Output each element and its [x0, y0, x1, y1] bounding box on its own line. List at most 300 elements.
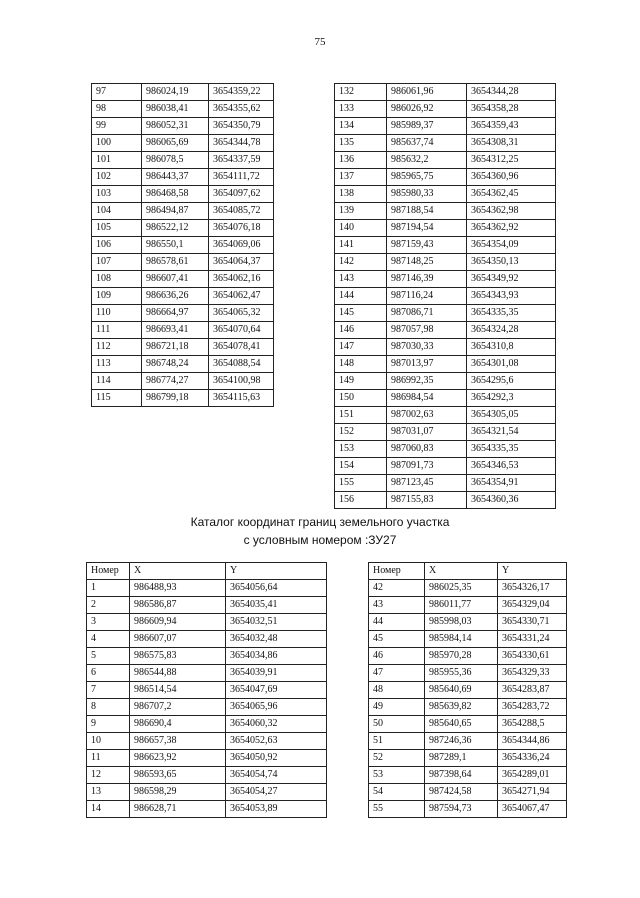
y-coordinate-cell: 3654076,18	[209, 220, 274, 237]
x-coordinate-cell: 986593,65	[130, 767, 226, 784]
point-number-cell: 55	[369, 801, 425, 818]
table-body	[87, 580, 327, 818]
point-number-cell: 147	[335, 339, 387, 356]
table-row	[335, 390, 556, 407]
coordinates-table-upper-right	[334, 83, 556, 509]
y-coordinate-cell: 3654053,89	[226, 801, 327, 818]
table-row	[335, 322, 556, 339]
x-coordinate-cell: 986623,92	[130, 750, 226, 767]
table-row	[87, 784, 327, 801]
y-coordinate-cell: 3654301,08	[467, 356, 556, 373]
y-coordinate-cell: 3654344,28	[467, 84, 556, 101]
y-coordinate-cell: 3654358,28	[467, 101, 556, 118]
coordinates-table-upper-left	[91, 83, 274, 407]
point-number-cell: 149	[335, 373, 387, 390]
column-header-x: X	[130, 563, 226, 580]
y-coordinate-cell: 3654308,31	[467, 135, 556, 152]
catalog-title	[0, 513, 640, 549]
point-number-cell: 108	[92, 271, 142, 288]
y-coordinate-cell: 3654360,96	[467, 169, 556, 186]
y-coordinate-cell: 3654305,05	[467, 407, 556, 424]
point-number-cell: 52	[369, 750, 425, 767]
table-row	[335, 271, 556, 288]
point-number-cell: 141	[335, 237, 387, 254]
y-coordinate-cell: 3654097,62	[209, 186, 274, 203]
x-coordinate-cell: 985984,14	[425, 631, 498, 648]
point-number-cell: 105	[92, 220, 142, 237]
y-coordinate-cell: 3654359,22	[209, 84, 274, 101]
table-row	[369, 716, 567, 733]
point-number-cell: 51	[369, 733, 425, 750]
table-row	[87, 716, 327, 733]
x-coordinate-cell: 986025,35	[425, 580, 498, 597]
table-row	[335, 356, 556, 373]
table-row	[335, 407, 556, 424]
y-coordinate-cell: 3654335,35	[467, 305, 556, 322]
point-number-cell: 150	[335, 390, 387, 407]
table-row	[369, 682, 567, 699]
point-number-cell: 154	[335, 458, 387, 475]
x-coordinate-cell: 987002,63	[387, 407, 467, 424]
table-row	[335, 475, 556, 492]
point-number-cell: 100	[92, 135, 142, 152]
x-coordinate-cell: 986721,18	[142, 339, 209, 356]
table-row	[87, 665, 327, 682]
x-coordinate-cell: 986443,37	[142, 169, 209, 186]
y-coordinate-cell: 3654295,6	[467, 373, 556, 390]
x-coordinate-cell: 986799,18	[142, 390, 209, 407]
table-row	[369, 733, 567, 750]
point-number-cell: 2	[87, 597, 130, 614]
y-coordinate-cell: 3654344,86	[498, 733, 567, 750]
table-row	[87, 597, 327, 614]
y-coordinate-cell: 3654329,04	[498, 597, 567, 614]
point-number-cell: 97	[92, 84, 142, 101]
table-row	[335, 186, 556, 203]
y-coordinate-cell: 3654326,17	[498, 580, 567, 597]
table-row	[369, 665, 567, 682]
x-coordinate-cell: 986078,5	[142, 152, 209, 169]
y-coordinate-cell: 3654032,51	[226, 614, 327, 631]
x-coordinate-cell: 985640,65	[425, 716, 498, 733]
x-coordinate-cell: 986586,87	[130, 597, 226, 614]
table-row	[369, 597, 567, 614]
point-number-cell: 46	[369, 648, 425, 665]
x-coordinate-cell: 987013,97	[387, 356, 467, 373]
x-coordinate-cell: 987155,83	[387, 492, 467, 509]
y-coordinate-cell: 3654085,72	[209, 203, 274, 220]
x-coordinate-cell: 986664,97	[142, 305, 209, 322]
table-row	[335, 492, 556, 509]
table-row	[92, 322, 274, 339]
header-row	[87, 563, 327, 580]
point-number-cell: 99	[92, 118, 142, 135]
y-coordinate-cell: 3654062,16	[209, 271, 274, 288]
x-coordinate-cell: 986038,41	[142, 101, 209, 118]
point-number-cell: 133	[335, 101, 387, 118]
point-number-cell: 138	[335, 186, 387, 203]
table-row	[335, 254, 556, 271]
x-coordinate-cell: 985640,69	[425, 682, 498, 699]
y-coordinate-cell: 3654056,64	[226, 580, 327, 597]
y-coordinate-cell: 3654050,92	[226, 750, 327, 767]
table-row	[92, 118, 274, 135]
x-coordinate-cell: 986494,87	[142, 203, 209, 220]
point-number-cell: 7	[87, 682, 130, 699]
x-coordinate-cell: 986984,54	[387, 390, 467, 407]
table-body	[92, 84, 274, 407]
point-number-cell: 5	[87, 648, 130, 665]
point-number-cell: 114	[92, 373, 142, 390]
y-coordinate-cell: 3654354,09	[467, 237, 556, 254]
y-coordinate-cell: 3654283,87	[498, 682, 567, 699]
x-coordinate-cell: 985632,2	[387, 152, 467, 169]
table-row	[369, 631, 567, 648]
table-row	[369, 750, 567, 767]
point-number-cell: 47	[369, 665, 425, 682]
x-coordinate-cell: 986657,38	[130, 733, 226, 750]
y-coordinate-cell: 3654362,92	[467, 220, 556, 237]
point-number-cell: 153	[335, 441, 387, 458]
y-coordinate-cell: 3654065,96	[226, 699, 327, 716]
table-row	[87, 801, 327, 818]
column-header-number: Номер	[369, 563, 425, 580]
x-coordinate-cell: 987194,54	[387, 220, 467, 237]
x-coordinate-cell: 986578,61	[142, 254, 209, 271]
table-row	[369, 801, 567, 818]
point-number-cell: 98	[92, 101, 142, 118]
y-coordinate-cell: 3654054,27	[226, 784, 327, 801]
point-number-cell: 54	[369, 784, 425, 801]
point-number-cell: 53	[369, 767, 425, 784]
point-number-cell: 50	[369, 716, 425, 733]
x-coordinate-cell: 986575,83	[130, 648, 226, 665]
point-number-cell: 1	[87, 580, 130, 597]
x-coordinate-cell: 986026,92	[387, 101, 467, 118]
table-row	[335, 458, 556, 475]
x-coordinate-cell: 987030,33	[387, 339, 467, 356]
point-number-cell: 107	[92, 254, 142, 271]
point-number-cell: 156	[335, 492, 387, 509]
table-row	[335, 305, 556, 322]
y-coordinate-cell: 3654321,54	[467, 424, 556, 441]
table-header	[87, 563, 327, 580]
point-number-cell: 11	[87, 750, 130, 767]
y-coordinate-cell: 3654312,25	[467, 152, 556, 169]
point-number-cell: 110	[92, 305, 142, 322]
y-coordinate-cell: 3654346,53	[467, 458, 556, 475]
page-number: 75	[314, 36, 326, 48]
point-number-cell: 145	[335, 305, 387, 322]
x-coordinate-cell: 986609,94	[130, 614, 226, 631]
point-number-cell: 112	[92, 339, 142, 356]
point-number-cell: 9	[87, 716, 130, 733]
y-coordinate-cell: 3654343,93	[467, 288, 556, 305]
table-row	[335, 169, 556, 186]
catalog-title-line-2: с условным номером :ЗУ27	[243, 533, 397, 547]
table-row	[335, 339, 556, 356]
y-coordinate-cell: 3654060,32	[226, 716, 327, 733]
y-coordinate-cell: 3654292,3	[467, 390, 556, 407]
x-coordinate-cell: 986061,96	[387, 84, 467, 101]
table-row	[335, 288, 556, 305]
point-number-cell: 43	[369, 597, 425, 614]
table-row	[369, 614, 567, 631]
y-coordinate-cell: 3654271,94	[498, 784, 567, 801]
table-row	[335, 220, 556, 237]
y-coordinate-cell: 3654362,45	[467, 186, 556, 203]
y-coordinate-cell: 3654330,71	[498, 614, 567, 631]
point-number-cell: 42	[369, 580, 425, 597]
point-number-cell: 113	[92, 356, 142, 373]
table-row	[369, 648, 567, 665]
x-coordinate-cell: 986748,24	[142, 356, 209, 373]
y-coordinate-cell: 3654359,43	[467, 118, 556, 135]
x-coordinate-cell: 987031,07	[387, 424, 467, 441]
x-coordinate-cell: 987188,54	[387, 203, 467, 220]
table-row	[335, 101, 556, 118]
header-row	[369, 563, 567, 580]
table-row	[369, 767, 567, 784]
point-number-cell: 103	[92, 186, 142, 203]
x-coordinate-cell: 986550,1	[142, 237, 209, 254]
point-number-cell: 109	[92, 288, 142, 305]
y-coordinate-cell: 3654064,37	[209, 254, 274, 271]
table-body	[335, 84, 556, 509]
point-number-cell: 148	[335, 356, 387, 373]
y-coordinate-cell: 3654039,91	[226, 665, 327, 682]
x-coordinate-cell: 986607,07	[130, 631, 226, 648]
y-coordinate-cell: 3654289,01	[498, 767, 567, 784]
x-coordinate-cell: 987086,71	[387, 305, 467, 322]
x-coordinate-cell: 986690,4	[130, 716, 226, 733]
point-number-cell: 136	[335, 152, 387, 169]
point-number-cell: 6	[87, 665, 130, 682]
table-row	[335, 424, 556, 441]
table-row	[92, 271, 274, 288]
y-coordinate-cell: 3654069,06	[209, 237, 274, 254]
y-coordinate-cell: 3654344,78	[209, 135, 274, 152]
table-row	[369, 580, 567, 597]
column-header-x: X	[425, 563, 498, 580]
y-coordinate-cell: 3654324,28	[467, 322, 556, 339]
y-coordinate-cell: 3654354,91	[467, 475, 556, 492]
y-coordinate-cell: 3654288,5	[498, 716, 567, 733]
column-header-number: Номер	[87, 563, 130, 580]
table-row	[92, 169, 274, 186]
y-coordinate-cell: 3654336,24	[498, 750, 567, 767]
coordinates-table-lower-right	[368, 562, 567, 818]
point-number-cell: 115	[92, 390, 142, 407]
point-number-cell: 3	[87, 614, 130, 631]
x-coordinate-cell: 986693,41	[142, 322, 209, 339]
y-coordinate-cell: 3654331,24	[498, 631, 567, 648]
x-coordinate-cell: 986628,71	[130, 801, 226, 818]
x-coordinate-cell: 985970,28	[425, 648, 498, 665]
point-number-cell: 104	[92, 203, 142, 220]
y-coordinate-cell: 3654032,48	[226, 631, 327, 648]
x-coordinate-cell: 986774,27	[142, 373, 209, 390]
x-coordinate-cell: 987159,43	[387, 237, 467, 254]
y-coordinate-cell: 3654078,41	[209, 339, 274, 356]
point-number-cell: 140	[335, 220, 387, 237]
point-number-cell: 8	[87, 699, 130, 716]
point-number-cell: 144	[335, 288, 387, 305]
table-row	[87, 682, 327, 699]
y-coordinate-cell: 3654062,47	[209, 288, 274, 305]
x-coordinate-cell: 985639,82	[425, 699, 498, 716]
catalog-title-line-1: Каталог координат границ земельного участка	[190, 515, 450, 529]
x-coordinate-cell: 985989,37	[387, 118, 467, 135]
table-row	[92, 101, 274, 118]
point-number-cell: 45	[369, 631, 425, 648]
y-coordinate-cell: 3654330,61	[498, 648, 567, 665]
y-coordinate-cell: 3654335,35	[467, 441, 556, 458]
x-coordinate-cell: 986598,29	[130, 784, 226, 801]
table-row	[92, 288, 274, 305]
x-coordinate-cell: 987424,58	[425, 784, 498, 801]
x-coordinate-cell: 986011,77	[425, 597, 498, 614]
point-number-cell: 142	[335, 254, 387, 271]
table-row	[92, 373, 274, 390]
y-coordinate-cell: 3654035,41	[226, 597, 327, 614]
x-coordinate-cell: 985955,36	[425, 665, 498, 682]
table-row	[92, 254, 274, 271]
table-row	[335, 135, 556, 152]
table-row	[92, 186, 274, 203]
point-number-cell: 12	[87, 767, 130, 784]
x-coordinate-cell: 987091,73	[387, 458, 467, 475]
point-number-cell: 132	[335, 84, 387, 101]
x-coordinate-cell: 986544,88	[130, 665, 226, 682]
y-coordinate-cell: 3654067,47	[498, 801, 567, 818]
x-coordinate-cell: 986024,19	[142, 84, 209, 101]
y-coordinate-cell: 3654070,64	[209, 322, 274, 339]
y-coordinate-cell: 3654362,98	[467, 203, 556, 220]
x-coordinate-cell: 985637,74	[387, 135, 467, 152]
y-coordinate-cell: 3654052,63	[226, 733, 327, 750]
point-number-cell: 44	[369, 614, 425, 631]
y-coordinate-cell: 3654350,13	[467, 254, 556, 271]
point-number-cell: 4	[87, 631, 130, 648]
y-coordinate-cell: 3654034,86	[226, 648, 327, 665]
x-coordinate-cell: 986707,2	[130, 699, 226, 716]
point-number-cell: 102	[92, 169, 142, 186]
point-number-cell: 151	[335, 407, 387, 424]
table-row	[92, 339, 274, 356]
x-coordinate-cell: 987148,25	[387, 254, 467, 271]
table-row	[335, 373, 556, 390]
x-coordinate-cell: 986052,31	[142, 118, 209, 135]
point-number-cell: 13	[87, 784, 130, 801]
coordinates-table-lower-left	[86, 562, 327, 818]
column-header-y: Y	[226, 563, 327, 580]
x-coordinate-cell: 987123,45	[387, 475, 467, 492]
point-number-cell: 135	[335, 135, 387, 152]
table-row	[335, 118, 556, 135]
x-coordinate-cell: 985980,33	[387, 186, 467, 203]
table-row	[87, 699, 327, 716]
table-header	[369, 563, 567, 580]
x-coordinate-cell: 986468,58	[142, 186, 209, 203]
point-number-cell: 134	[335, 118, 387, 135]
table-row	[87, 733, 327, 750]
point-number-cell: 155	[335, 475, 387, 492]
point-number-cell: 137	[335, 169, 387, 186]
y-coordinate-cell: 3654360,36	[467, 492, 556, 509]
point-number-cell: 14	[87, 801, 130, 818]
table-row	[87, 631, 327, 648]
x-coordinate-cell: 986514,54	[130, 682, 226, 699]
table-row	[369, 784, 567, 801]
table-row	[335, 441, 556, 458]
table-row	[92, 84, 274, 101]
y-coordinate-cell: 3654047,69	[226, 682, 327, 699]
table-row	[92, 203, 274, 220]
table-row	[92, 390, 274, 407]
y-coordinate-cell: 3654065,32	[209, 305, 274, 322]
table-row	[92, 305, 274, 322]
y-coordinate-cell: 3654310,8	[467, 339, 556, 356]
y-coordinate-cell: 3654337,59	[209, 152, 274, 169]
table-row	[92, 152, 274, 169]
y-coordinate-cell: 3654115,63	[209, 390, 274, 407]
table-row	[335, 237, 556, 254]
point-number-cell: 48	[369, 682, 425, 699]
table-row	[87, 614, 327, 631]
point-number-cell: 49	[369, 699, 425, 716]
y-coordinate-cell: 3654350,79	[209, 118, 274, 135]
table-row	[92, 220, 274, 237]
x-coordinate-cell: 986522,12	[142, 220, 209, 237]
point-number-cell: 10	[87, 733, 130, 750]
table-row	[335, 203, 556, 220]
point-number-cell: 101	[92, 152, 142, 169]
x-coordinate-cell: 987398,64	[425, 767, 498, 784]
x-coordinate-cell: 987116,24	[387, 288, 467, 305]
x-coordinate-cell: 986065,69	[142, 135, 209, 152]
table-body	[369, 580, 567, 818]
x-coordinate-cell: 987289,1	[425, 750, 498, 767]
x-coordinate-cell: 987594,73	[425, 801, 498, 818]
y-coordinate-cell: 3654054,74	[226, 767, 327, 784]
y-coordinate-cell: 3654100,98	[209, 373, 274, 390]
point-number-cell: 111	[92, 322, 142, 339]
y-coordinate-cell: 3654088,54	[209, 356, 274, 373]
table-row	[87, 580, 327, 597]
table-row	[87, 750, 327, 767]
x-coordinate-cell: 987146,39	[387, 271, 467, 288]
x-coordinate-cell: 987060,83	[387, 441, 467, 458]
y-coordinate-cell: 3654355,62	[209, 101, 274, 118]
point-number-cell: 146	[335, 322, 387, 339]
x-coordinate-cell: 987057,98	[387, 322, 467, 339]
table-row	[92, 237, 274, 254]
point-number-cell: 139	[335, 203, 387, 220]
point-number-cell: 152	[335, 424, 387, 441]
x-coordinate-cell: 985965,75	[387, 169, 467, 186]
y-coordinate-cell: 3654111,72	[209, 169, 274, 186]
y-coordinate-cell: 3654283,72	[498, 699, 567, 716]
y-coordinate-cell: 3654349,92	[467, 271, 556, 288]
x-coordinate-cell: 985998,03	[425, 614, 498, 631]
x-coordinate-cell: 986636,26	[142, 288, 209, 305]
column-header-y: Y	[498, 563, 567, 580]
table-row	[335, 84, 556, 101]
x-coordinate-cell: 986607,41	[142, 271, 209, 288]
point-number-cell: 143	[335, 271, 387, 288]
point-number-cell: 106	[92, 237, 142, 254]
